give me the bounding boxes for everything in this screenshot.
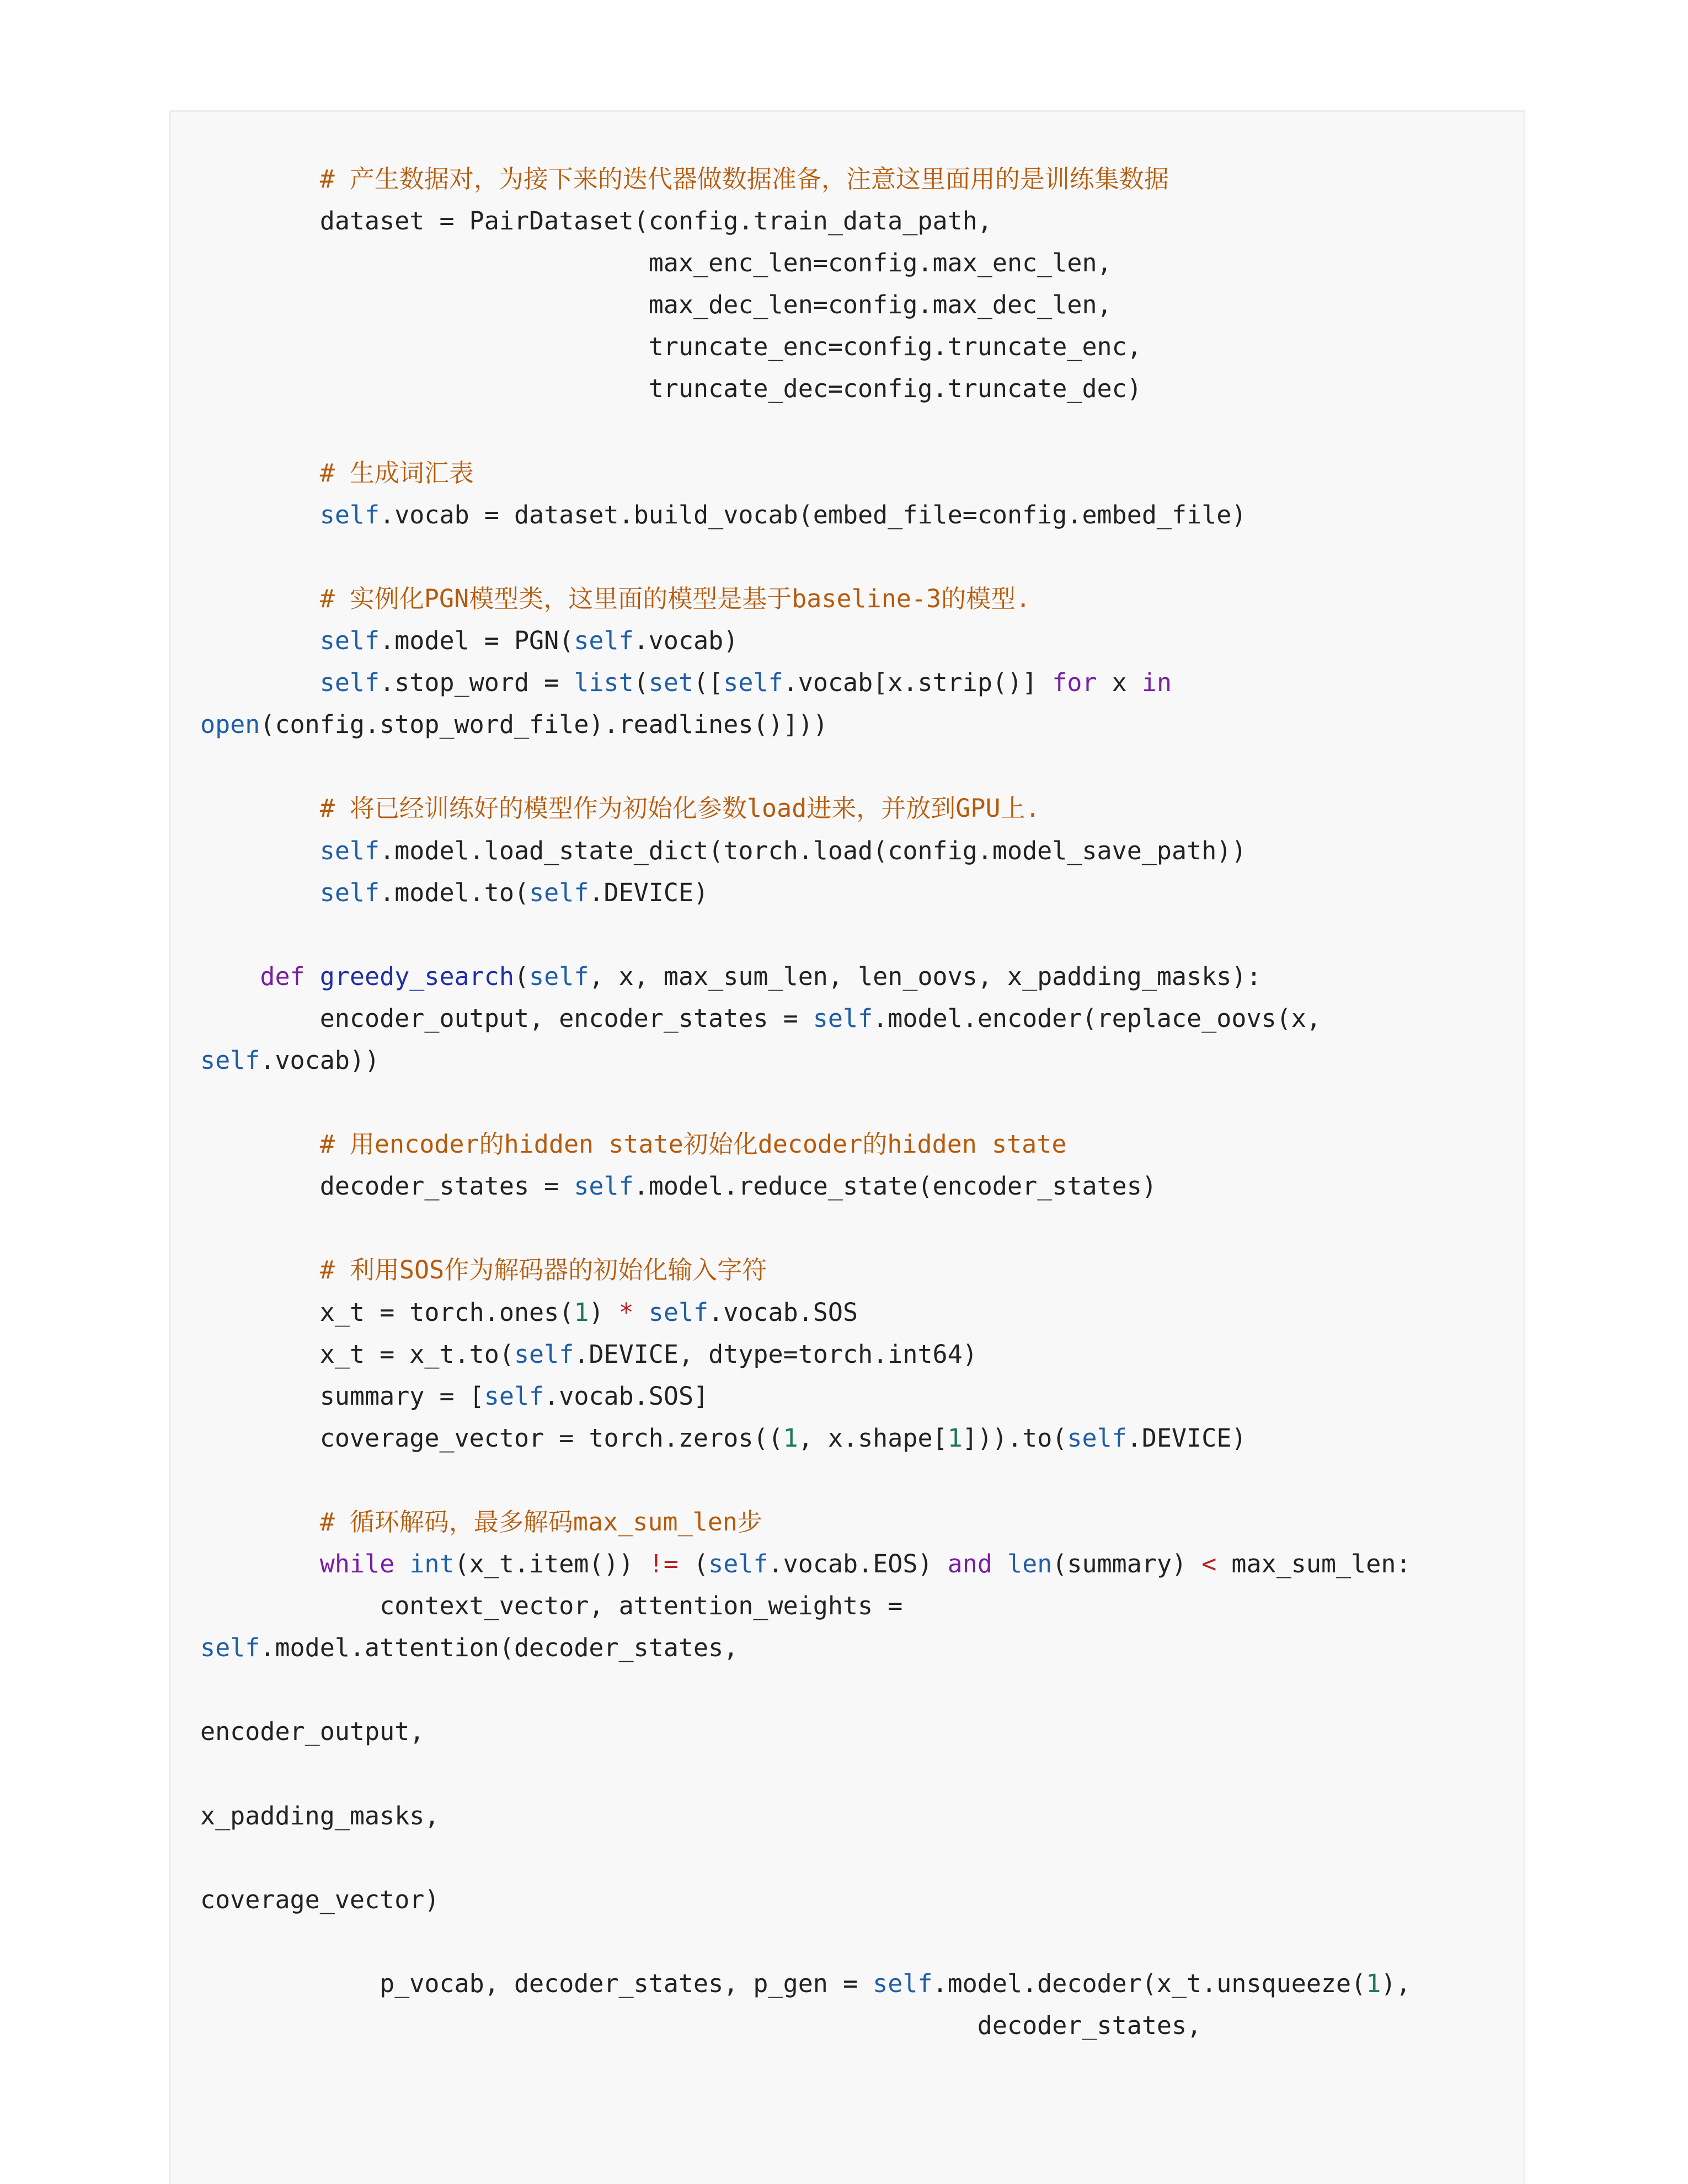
code-token-builtin: set: [648, 668, 694, 698]
code-listing: [200, 158, 1411, 2047]
code-token-keyword: in: [1141, 668, 1172, 698]
code-token-self: self: [514, 1339, 574, 1369]
code-line: [200, 536, 1411, 578]
code-token-plain: max_dec_len=config.max_dec_len,: [200, 290, 1112, 320]
code-token-plain: .model.reduce_state(encoder_states): [633, 1171, 1157, 1201]
code-line: [200, 1501, 1411, 1543]
code-line: [200, 998, 1411, 1040]
code-token-plain: ])).to(: [962, 1423, 1067, 1453]
code-token-plain: ): [589, 1297, 619, 1327]
code-token-plain: context_vector, attention_weights =: [200, 1591, 903, 1621]
code-line: [200, 1627, 1411, 1669]
code-token-plain: .vocab = dataset.build_vocab(embed_file=config.embed_file): [380, 500, 1247, 529]
code-line: [200, 1711, 1411, 1753]
code-token-op: *: [618, 1297, 634, 1327]
code-block: [169, 110, 1525, 2184]
code-line: [200, 620, 1411, 662]
code-line: [200, 1417, 1411, 1459]
code-token-plain: x_t = x_t.to(: [200, 1339, 514, 1369]
code-token-builtin: int: [409, 1549, 455, 1579]
code-token-plain: max_sum_len:: [1216, 1549, 1411, 1579]
code-token-plain: .model.decoder(x_t.unsqueeze(: [932, 1969, 1366, 1999]
code-token-plain: , x.shape[: [798, 1423, 948, 1453]
code-token-plain: (: [678, 1549, 709, 1579]
code-token-plain: .model.attention(decoder_states,: [260, 1633, 739, 1663]
code-line: [200, 1669, 1411, 1711]
code-line: [200, 830, 1411, 872]
code-token-plain: max_enc_len=config.max_enc_len,: [200, 248, 1112, 278]
code-token-builtin: open: [200, 710, 260, 740]
code-token-plain: [200, 1255, 320, 1284]
code-token-plain: x: [1097, 668, 1142, 698]
code-token-self: self: [200, 1045, 260, 1075]
code-token-op: <: [1201, 1549, 1217, 1579]
code-token-self: self: [648, 1297, 709, 1327]
code-line: [200, 1963, 1411, 2005]
code-token-plain: [200, 668, 320, 697]
code-token-self: self: [723, 668, 783, 698]
code-token-comment: # 将已经训练好的模型作为初始化参数load进来，并放到GPU上.: [319, 794, 1040, 823]
code-line: [200, 1459, 1411, 1501]
code-line: [200, 1585, 1411, 1627]
code-token-self: self: [319, 626, 380, 656]
code-token-plain: (: [514, 961, 530, 991]
code-token-comment: # 实例化PGN模型类，这里面的模型是基于baseline-3的模型.: [319, 584, 1031, 613]
code-line: [200, 1334, 1411, 1375]
code-line: [200, 410, 1411, 452]
code-token-plain: decoder_states,: [200, 2011, 1202, 2041]
code-token-plain: .vocab)): [260, 1045, 380, 1075]
code-token-self: self: [484, 1381, 544, 1411]
code-token-plain: encoder_output,: [200, 1717, 425, 1747]
code-token-number: 1: [1366, 1969, 1381, 1999]
code-line: [200, 1837, 1411, 1879]
code-token-plain: coverage_vector): [200, 1885, 440, 1914]
code-token-plain: [200, 1549, 320, 1578]
code-line: [200, 242, 1411, 284]
code-token-plain: (: [633, 668, 649, 698]
code-token-plain: , x, max_sum_len, len_oovs, x_padding_masks):: [589, 961, 1262, 991]
code-token-number: 1: [574, 1297, 589, 1327]
code-line: [200, 1795, 1411, 1837]
code-token-plain: encoder_output, encoder_states =: [200, 1003, 813, 1033]
code-token-self: self: [873, 1969, 933, 1999]
code-token-plain: [634, 1298, 649, 1327]
code-token-op: !=: [648, 1549, 679, 1579]
code-token-self: self: [1067, 1423, 1127, 1453]
code-line: [200, 578, 1411, 620]
code-token-plain: [992, 1549, 1007, 1578]
code-token-plain: .vocab.SOS]: [544, 1381, 709, 1411]
code-line: [200, 1123, 1411, 1165]
code-token-plain: [200, 500, 320, 529]
code-token-plain: x_t = torch.ones(: [200, 1297, 574, 1327]
code-token-keyword: while: [319, 1549, 395, 1579]
code-line: [200, 284, 1411, 326]
code-token-plain: .vocab.EOS): [768, 1549, 948, 1579]
code-token-plain: .vocab.SOS: [708, 1297, 858, 1327]
code-token-self: self: [529, 961, 589, 991]
code-token-keyword: def: [260, 961, 305, 991]
code-token-plain: [305, 962, 320, 991]
code-token-plain: decoder_states =: [200, 1171, 574, 1201]
code-token-plain: (summary): [1052, 1549, 1202, 1579]
code-token-comment: # 循环解码，最多解码max_sum_len步: [319, 1507, 762, 1537]
code-token-plain: [200, 1130, 320, 1159]
code-line: [200, 1921, 1411, 1963]
code-token-plain: [200, 1507, 320, 1537]
code-token-comment: # 用encoder的hidden state初始化decoder的hidden state: [319, 1130, 1067, 1159]
code-token-self: self: [574, 626, 634, 656]
code-line: [200, 1879, 1411, 1921]
code-token-plain: [200, 458, 320, 488]
code-line: [200, 914, 1411, 956]
code-line: [200, 1753, 1411, 1795]
code-token-comment: # 利用SOS作为解码器的初始化输入字符: [319, 1255, 767, 1285]
code-token-plain: summary = [: [200, 1381, 484, 1411]
code-line: [200, 1375, 1411, 1417]
code-token-plain: .model.encoder(replace_oovs(x,: [873, 1003, 1321, 1033]
code-line: [200, 662, 1411, 704]
code-token-plain: .DEVICE): [1126, 1423, 1247, 1453]
code-line: [200, 158, 1411, 200]
code-token-plain: coverage_vector = torch.zeros((: [200, 1423, 783, 1453]
code-line: [200, 872, 1411, 914]
code-line: [200, 1207, 1411, 1249]
code-token-plain: (config.stop_word_file).readlines()])): [260, 710, 828, 740]
code-line: [200, 494, 1411, 536]
code-token-plain: ([: [693, 668, 724, 698]
code-line: [200, 326, 1411, 368]
code-token-number: 1: [947, 1423, 963, 1453]
code-line: [200, 1082, 1411, 1123]
code-token-plain: truncate_dec=config.truncate_dec): [200, 374, 1142, 404]
code-token-plain: [200, 794, 320, 823]
code-token-self: self: [319, 500, 380, 529]
code-token-self: self: [319, 668, 380, 698]
code-line: [200, 452, 1411, 494]
code-token-plain: dataset = PairDataset(config.train_data_path,: [200, 206, 992, 236]
code-token-plain: [200, 836, 320, 865]
code-line: [200, 2005, 1411, 2047]
code-token-self: self: [529, 877, 589, 907]
code-token-plain: [394, 1549, 409, 1578]
code-token-plain: .DEVICE): [589, 877, 709, 907]
code-token-plain: [200, 164, 320, 194]
code-token-plain: .stop_word =: [380, 668, 574, 698]
code-token-self: self: [708, 1549, 768, 1579]
code-token-plain: .model.to(: [380, 877, 530, 907]
code-token-plain: p_vocab, decoder_states, p_gen =: [200, 1969, 873, 1999]
code-line: [200, 1543, 1411, 1585]
code-token-plain: .model = PGN(: [380, 626, 574, 656]
code-line: [200, 704, 1411, 746]
code-token-plain: [200, 584, 320, 613]
code-token-plain: [200, 878, 320, 907]
code-token-plain: .vocab[x.strip()]: [783, 668, 1053, 698]
code-token-self: self: [813, 1003, 873, 1033]
code-line: [200, 956, 1411, 998]
code-token-plain: ),: [1381, 1969, 1411, 1999]
code-token-comment: # 生成词汇表: [319, 458, 474, 488]
code-token-self: self: [319, 836, 380, 865]
code-line: [200, 1292, 1411, 1334]
code-token-plain: truncate_enc=config.truncate_enc,: [200, 332, 1142, 362]
code-token-plain: x_padding_masks,: [200, 1801, 440, 1830]
code-token-func: greedy_search: [319, 961, 514, 991]
code-token-plain: .model.load_state_dict(torch.load(config.model_save_path)): [380, 836, 1247, 865]
code-token-self: self: [200, 1633, 260, 1663]
code-line: [200, 368, 1411, 410]
code-line: [200, 1249, 1411, 1291]
code-line: [200, 1040, 1411, 1082]
code-token-self: self: [319, 877, 380, 907]
code-line: [200, 1165, 1411, 1207]
code-line: [200, 788, 1411, 829]
code-token-plain: (x_t.item()): [454, 1549, 649, 1579]
code-token-keyword: and: [947, 1549, 992, 1579]
code-token-plain: [200, 626, 320, 655]
code-token-number: 1: [783, 1423, 798, 1453]
code-token-builtin: len: [1007, 1549, 1053, 1579]
code-token-builtin: list: [574, 668, 634, 698]
code-token-plain: [200, 962, 260, 991]
code-token-plain: .DEVICE, dtype=torch.int64): [574, 1339, 977, 1369]
code-token-keyword: for: [1052, 668, 1097, 698]
code-token-plain: .vocab): [633, 626, 739, 656]
code-token-self: self: [574, 1171, 634, 1201]
code-line: [200, 746, 1411, 788]
code-token-comment: # 产生数据对，为接下来的迭代器做数据准备，注意这里面用的是训练集数据: [319, 164, 1169, 194]
code-line: [200, 200, 1411, 242]
